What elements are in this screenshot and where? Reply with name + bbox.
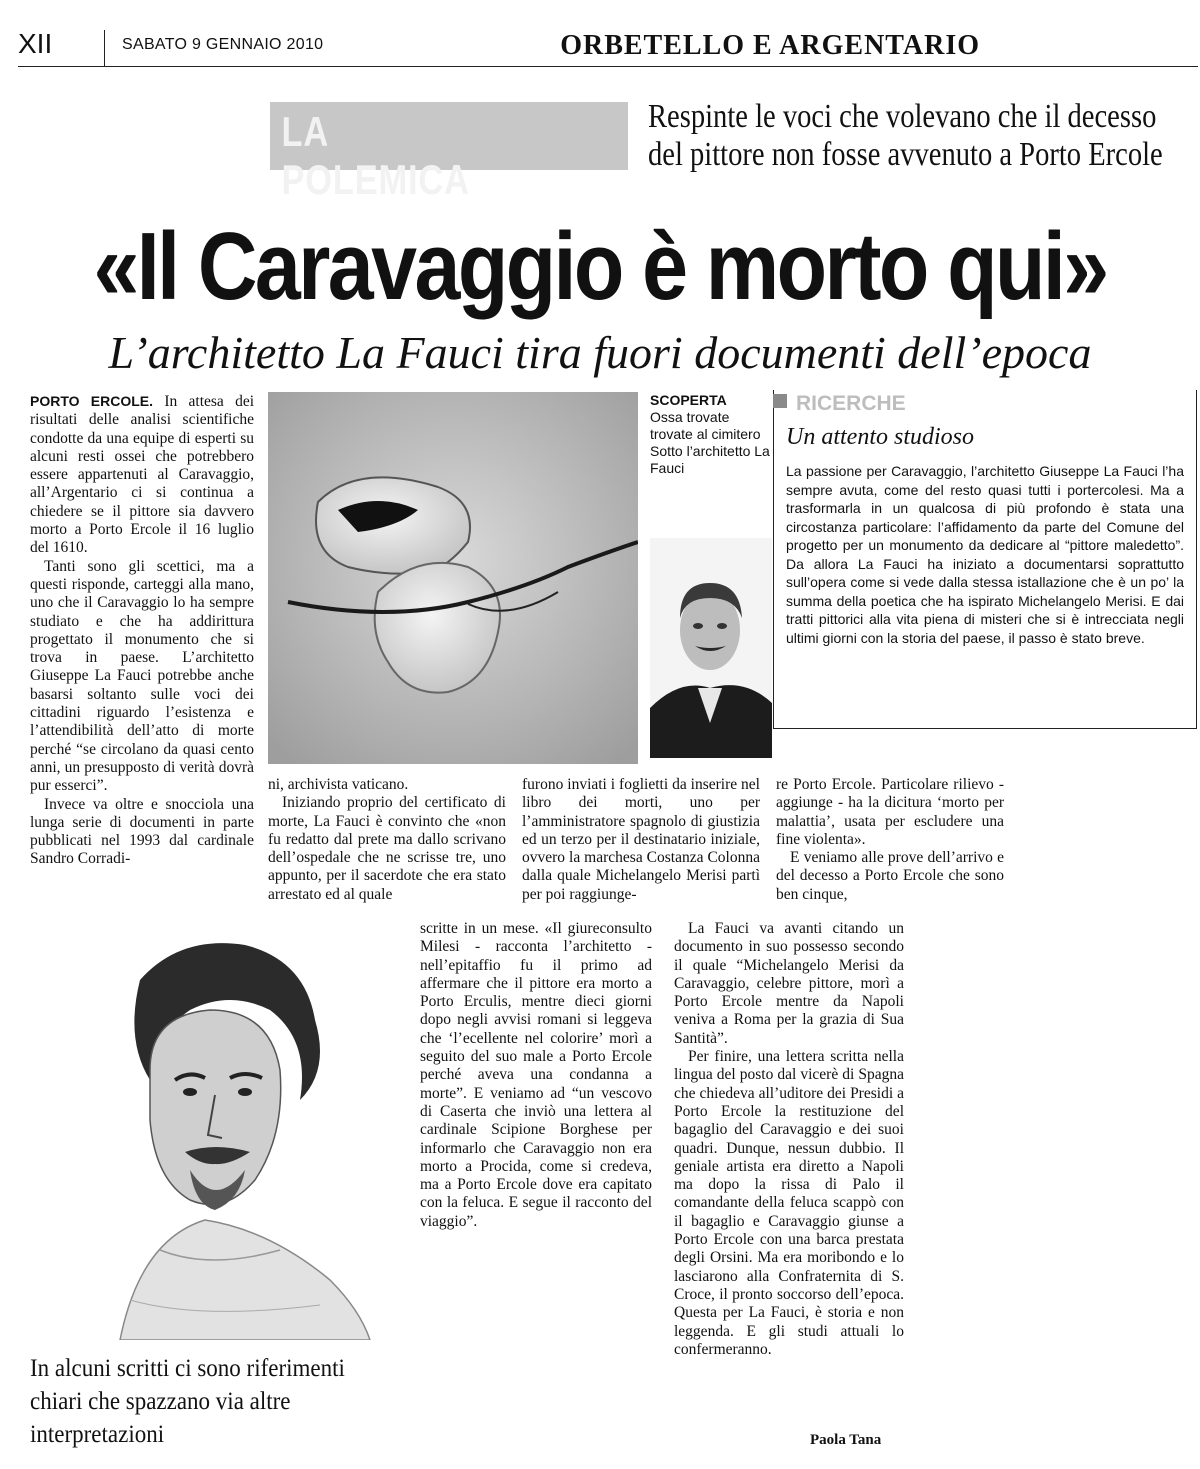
article-paragraph: scritte in un mese. «Il giureconsulto Milesi - racconta l’architetto - nell’epitaffio fu il primo ad affermare che il pittore era morto a Porto Erculis, mentre dieci giorni dopo negli avvisi romani si leggeva che ‘l’ecellente nel colorire’ morì a seguito del suo male a Porto Ercole perché aveva una condanna a morte”. E veniamo ad “un vescovo di Caserta che inviò una lettera al cardinale Scipione Borghese per informarlo che Caravaggio non era morto a Procida, come si credeva, ma a Porto Ercole dove era capitato con la feluca. E segue il racconto del viaggio”. (420, 920, 652, 1230)
article-paragraph: La Fauci va avanti citando un documento in suo possesso secondo il quale “Michelangelo Merisi da Caravaggio, celebre pittore, morì a Porto Ercole mentre da Napoli veniva a Roma per la grazia di Sua Santità”. (674, 920, 904, 1047)
subheadline: L’architetto La Fauci tira fuori documenti dell’epoca (108, 327, 1092, 378)
article-column-1 (30, 392, 254, 869)
topic-label-box (270, 102, 628, 203)
caravaggio-portrait-sketch (30, 920, 382, 1340)
article-column-6 (674, 920, 904, 1359)
photo-caption-text: Sotto l’architetto La Fauci (650, 443, 770, 476)
article-paragraph: E veniamo alle prove dell’arrivo e del decesso a Porto Ercole che sono ben cinque, (776, 849, 1004, 903)
sidebar-box (773, 390, 1197, 729)
section-title: ORBETELLO E ARGENTARIO (560, 30, 980, 61)
architect-portrait (650, 538, 772, 758)
article-paragraph: Tanti sono gli scettici, ma a questi risponde, carteggi alla mano, uno che il Caravaggio lo ha sempre studiato e che ha addirittura progettato il monumento che si trova in paese. L’architetto Giuseppe La Fauci potrebbe anche basarsi soltanto sulle voci dei cittadini riguardo l’esistenza e l’attendibilità dell’atto di morte perché “se circolano da quasi cento anni, un presupposto di verità dovrà pur esserci”. (30, 557, 254, 795)
photo-caption-text: Ossa trovate trovate al cimitero (650, 409, 761, 442)
caravaggio-drawing (30, 920, 382, 1340)
kicker: Respinte le voci che volevano che il decesso del pittore non fosse avvenuto a Porto Ercole (648, 98, 1163, 173)
sidebar-bullet-icon (773, 394, 787, 408)
article-column-3 (522, 776, 760, 904)
header-divider (104, 30, 105, 66)
article-column-4 (776, 776, 1004, 904)
sidebar-label: RICERCHE (796, 392, 906, 415)
article-paragraph: re Porto Ercole. Particolare rilievo - aggiunge - ha la dicitura ‘morto per malattia’, usata per escludere una fine violenta». (776, 776, 1004, 848)
topic-label: LA POLEMICA (281, 108, 470, 203)
article-paragraph: ni, archivista vaticano. (268, 776, 409, 793)
article-paragraph: Iniziando proprio del certificato di morte, La Fauci è convinto che «non fu redatto dal prete ma dallo scrivano dell’ospedale che ne scrisse tre, uno appunto, per il sacerdote che era stato arrestato ed al quale (268, 794, 506, 903)
drawing-caption: In alcuni scritti ci sono riferimenti chiari che spazzano via altre interpretazioni (30, 1355, 345, 1448)
header-rule (18, 66, 1198, 67)
bones-photo (268, 392, 638, 764)
issue-date: SABATO 9 GENNAIO 2010 (122, 36, 324, 53)
photo-caption (650, 392, 770, 477)
article-paragraph: Per finire, una lettera scritta nella lingua del posto dal vicerè di Spagna che chiedeva all’uditore dei Presidi a Porto Ercole la restituzione del bagaglio del Caravaggio e dei suoi quadri. Dunque, nessun dubbio. Il geniale artista era diretto a Napoli ma dopo la rissa di Palo il comandante della feluca scappò con il bagaglio e Caravaggio giunse a Porto Ercole con una barca prestata degli Orsini. Ma era moribondo e lo lasciarono alla Confraternita di S. Croce, il pronto soccorso dell’epoca. Questa per La Fauci, è storia e non leggenda. E gli studi attuali lo confermeranno. (674, 1048, 904, 1358)
sidebar-title: Un attento studioso (786, 424, 975, 450)
page-number: XII (18, 28, 53, 59)
article-column-5 (420, 920, 652, 1231)
article-paragraph: furono inviati i foglietti da inserire nel libro dei morti, uno per l’amministratore spagnolo di giustizia ed un terzo per il destinatario iniziale, ovvero la marchesa Costanza Colonna dalla quale Michelangelo Merisi partì per poi raggiunge- (522, 776, 760, 903)
sidebar-body: La passione per Caravaggio, l’architetto Giuseppe La Fauci l’ha sempre avuta, come del resto quasi tutti i portercolesi. Ma a trasformarla in un qualcosa di più profondo è stata una circostanza particolare: l’affidamento da parte del Comune del progetto per un monumento da dedicare al “pittore maledetto”. Da allora La Fauci ha iniziato a documentarsi soprattutto sull’opera come si vede dalla stessa istallazione che è un po’ la summa della poetica che ha ispirato Michelangelo Merisi. E dai tratti pittorici alla vita piena di misteri che si è intrecciata negli ultimi giorni con la storia del paese, il passo è stato breve. (786, 463, 1184, 646)
article-paragraph (30, 392, 254, 558)
article-column-2 (268, 776, 506, 904)
byline: Paola Tana (810, 1432, 882, 1448)
bones-illustration (268, 392, 638, 764)
dateline: PORTO ERCOLE. (30, 393, 154, 409)
architect-photo (650, 538, 772, 758)
paragraph-text: In attesa dei risultati delle analisi scientifiche condotte da una equipe di esperti su alcuni resti ossei che potrebbero essere appartenuti al Caravaggio, all’Argentario ci si continua a chiedere se il pittore sia davvero morto a Porto Ercole il 16 luglio del 1610. (30, 393, 254, 557)
article-paragraph: Invece va oltre e snocciola una lunga serie di documenti in parte pubblicati nel 1993 dal cardinale Sandro Corradi- (30, 795, 254, 868)
photo-caption-label: SCOPERTA (650, 392, 727, 408)
headline: «Il Caravaggio è morto qui» (93, 213, 1107, 320)
